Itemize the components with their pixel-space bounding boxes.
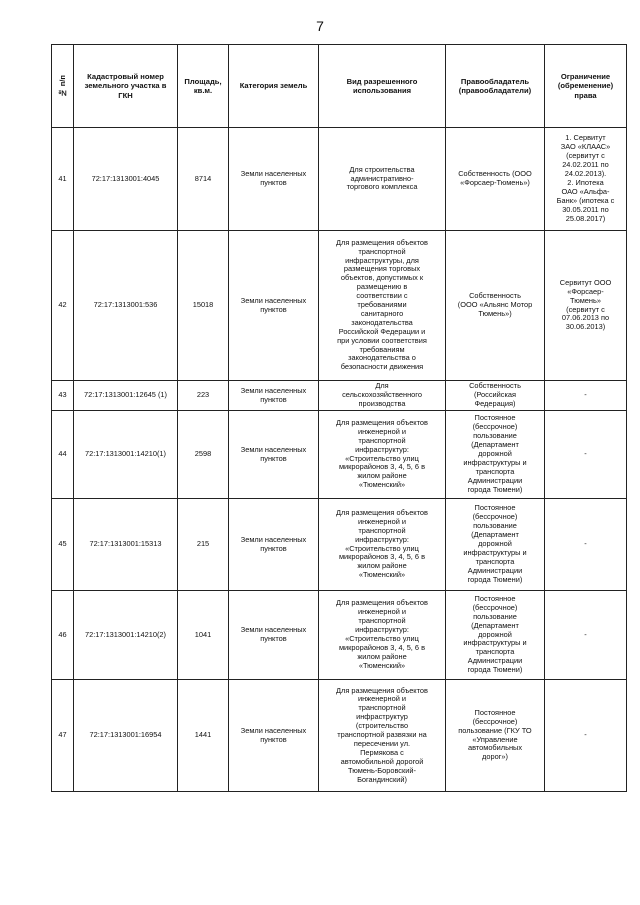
table-row — [52, 680, 627, 792]
cell-right-holder: Собственность (ООО «Форсаер-Тюмень») — [446, 128, 545, 231]
cell-number: 42 — [52, 231, 74, 381]
cell-restriction: Сервитут ООО «Форсаер- Тюмень» (сервитут с 07.06.2013 по 30.06.2013) — [545, 231, 627, 381]
header-land-category: Категория земель — [229, 45, 319, 128]
cell-cadastral-number: 72:17:1313001:12645 (1) — [74, 381, 178, 411]
header-restriction: Ограничение (обременение) права — [545, 45, 627, 128]
table-row — [52, 591, 627, 680]
cell-land-category: Земли населенных пунктов — [229, 411, 319, 499]
cell-area: 1441 — [178, 680, 229, 792]
cell-number: 44 — [52, 411, 74, 499]
cell-area: 15018 — [178, 231, 229, 381]
cell-area: 2598 — [178, 411, 229, 499]
cell-right-holder: Собственность (ООО «Альянс Мотор Тюмень») — [446, 231, 545, 381]
cell-land-category: Земли населенных пунктов — [229, 591, 319, 680]
table-row — [52, 128, 627, 231]
table-row — [52, 411, 627, 499]
cell-cadastral-number: 72:17:1313001:15313 — [74, 499, 178, 591]
cell-area: 223 — [178, 381, 229, 411]
header-right-holder: Правообладатель (правообладатели) — [446, 45, 545, 128]
cell-restriction: - — [545, 680, 627, 792]
cell-permitted-use: Для размещения объектов инженерной и транспортной инфраструктур (строительство транспортной развязки на пересечении ул. Пермякова с автомобильной дорогой Тюмень-Боровский- Богандинский) — [319, 680, 446, 792]
header-area: Площадь, кв.м. — [178, 45, 229, 128]
cell-permitted-use: Для размещения объектов инженерной и транспортной инфраструктур: «Строительство улиц микрорайонов 3, 4, 5, 6 в жилом районе «Тюменский» — [319, 499, 446, 591]
cell-right-holder: Постоянное (бессрочное) пользование (Департамент дорожной инфраструктуры и транспорта Администрации города Тюмени) — [446, 591, 545, 680]
cell-permitted-use: Для сельскохозяйственного производства — [319, 381, 446, 411]
cell-restriction: - — [545, 381, 627, 411]
cell-cadastral-number: 72:17:1313001:14210(2) — [74, 591, 178, 680]
cell-number: 46 — [52, 591, 74, 680]
cell-land-category: Земли населенных пунктов — [229, 381, 319, 411]
cell-right-holder: Постоянное (бессрочное) пользование (Департамент дорожной инфраструктуры и транспорта Администрации города Тюмени) — [446, 411, 545, 499]
table-row — [52, 381, 627, 411]
cell-restriction: - — [545, 499, 627, 591]
cell-number: 41 — [52, 128, 74, 231]
table-row — [52, 231, 627, 381]
cell-land-category: Земли населенных пунктов — [229, 128, 319, 231]
cell-number: 43 — [52, 381, 74, 411]
header-permitted-use: Вид разрешенного использования — [319, 45, 446, 128]
cell-number: 45 — [52, 499, 74, 591]
cell-area: 8714 — [178, 128, 229, 231]
cell-area: 215 — [178, 499, 229, 591]
cell-land-category: Земли населенных пунктов — [229, 499, 319, 591]
cell-right-holder: Постоянное (бессрочное) пользование (ГКУ ТО «Управление автомобильных дорог») — [446, 680, 545, 792]
cell-number: 47 — [52, 680, 74, 792]
cell-permitted-use: Для строительства административно- торгового комплекса — [319, 128, 446, 231]
cell-land-category: Земли населенных пунктов — [229, 680, 319, 792]
cell-restriction: 1. Сервитут ЗАО «КЛААС» (сервитут с 24.02.2011 по 24.02.2013). 2. Ипотека ОАО «Альфа- Банк» (ипотека с 30.05.2011 по 25.08.2017) — [545, 128, 627, 231]
cell-right-holder: Постоянное (бессрочное) пользование (Департамент дорожной инфраструктуры и транспорта Администрации города Тюмени) — [446, 499, 545, 591]
header-number: № п/п — [52, 45, 74, 128]
land-register-table — [51, 44, 627, 792]
cell-restriction: - — [545, 591, 627, 680]
cell-area: 1041 — [178, 591, 229, 680]
cell-cadastral-number: 72:17:1313001:16954 — [74, 680, 178, 792]
cell-permitted-use: Для размещения объектов транспортной инфраструктуры, для размещения торговых объектов, допустимых к размещению в соответствии с требованиями санитарного законодательства Российской Федерации и при условии соответствия требованиям законодательства о безопасности движения — [319, 231, 446, 381]
header-row — [52, 45, 627, 128]
cell-right-holder: Собственность (Российская Федерация) — [446, 381, 545, 411]
cell-restriction: - — [545, 411, 627, 499]
cell-permitted-use: Для размещения объектов инженерной и транспортной инфраструктур: «Строительство улиц микрорайонов 3, 4, 5, 6 в жилом районе «Тюменский» — [319, 411, 446, 499]
cell-land-category: Земли населенных пунктов — [229, 231, 319, 381]
cell-cadastral-number: 72:17:1313001:536 — [74, 231, 178, 381]
header-cadastral-number: Кадастровый номер земельного участка в ГКН — [74, 45, 178, 128]
table-row — [52, 499, 627, 591]
cell-cadastral-number: 72:17:1313001:4045 — [74, 128, 178, 231]
cell-cadastral-number: 72:17:1313001:14210(1) — [74, 411, 178, 499]
cell-permitted-use: Для размещения объектов инженерной и транспортной инфраструктур: «Строительство улиц микрорайонов 3, 4, 5, 6 в жилом районе «Тюменский» — [319, 591, 446, 680]
page-number: 7 — [316, 18, 324, 34]
